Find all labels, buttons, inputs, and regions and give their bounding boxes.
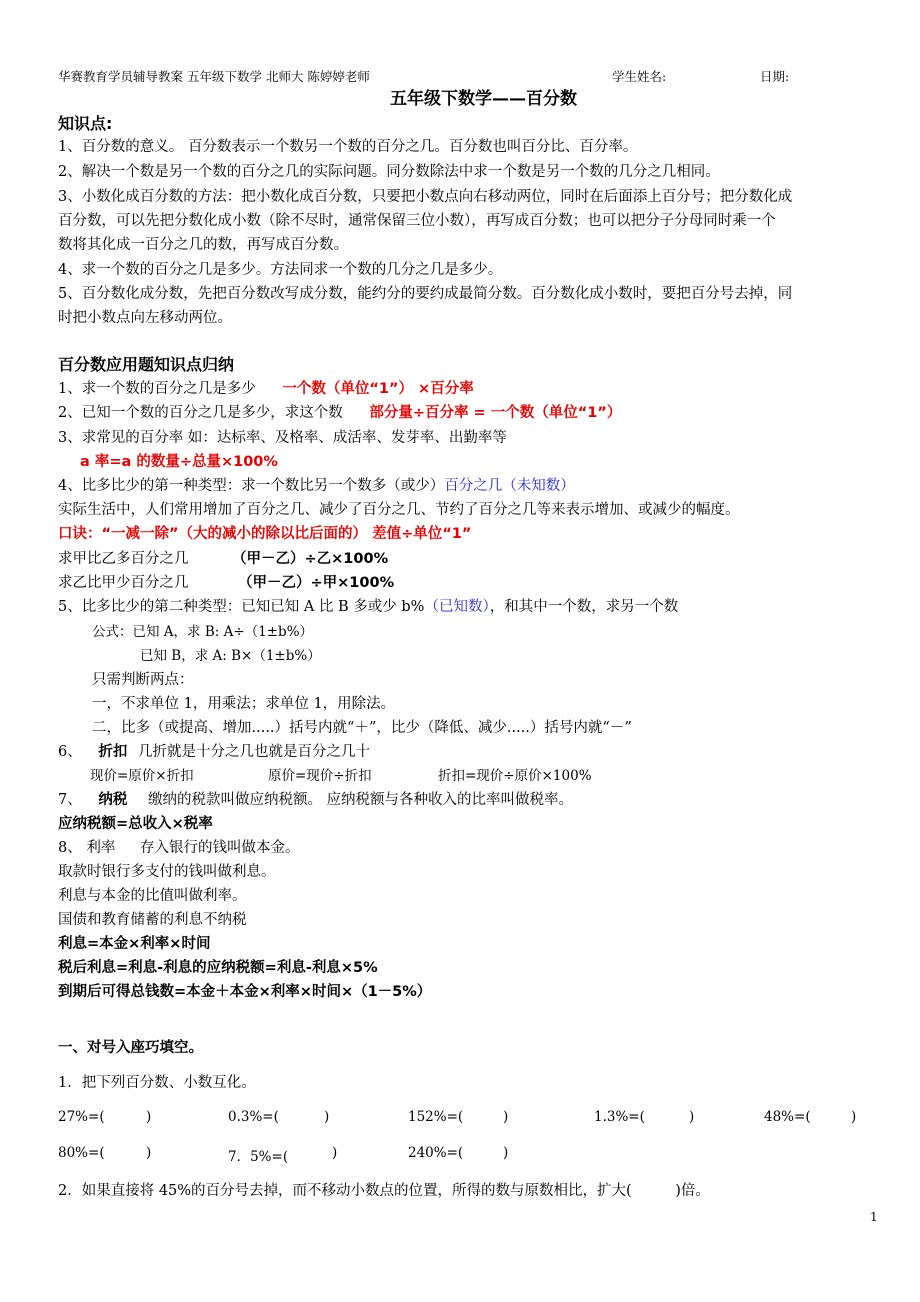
app-6-formula-2: 原价=现价÷折扣 (268, 768, 372, 784)
blank-27-percent: 27%=( (58, 1109, 105, 1125)
knowledge-point-3b: 百分数，可以先把分数化成小数（除不尽时，通常保留三位小数），再写成百分数；也可以把分子分母同时乘一个 (58, 213, 776, 229)
blank-7-5-percent: 7．5%=( (228, 1149, 289, 1165)
app-line-3: 3、求常见的百分率 如：达标率、及格率、成活率、发芽率、出勤率等 (58, 430, 507, 446)
knowledge-point-3c: 数将其化成一百分之几的数，再写成百分数。 (58, 237, 348, 253)
exercise-question-2: 2．如果直接将 45%的百分号去掉，而不移动小数点的位置，所得的数与原数相比，扩大( )倍。 (58, 1183, 710, 1199)
date-label: 日期: (760, 69, 790, 84)
blank-close: ) (332, 1145, 338, 1161)
app-8-line-4: 国债和教育储蓄的利息不纳税 (58, 912, 247, 928)
knowledge-point-1: 1、百分数的意义。 百分数表示一个数另一个数的百分之几。百分数也叫百分比、百分率。 (58, 139, 638, 155)
app-5-formula-2: 已知 B，求 A: B×（1±b%） (140, 648, 321, 664)
app-4-blue: 百分之几（未知数） (444, 478, 575, 494)
app-5-text-end: ，和其中一个数，求另一个数 (489, 599, 679, 615)
blank-close: ) (503, 1109, 509, 1125)
header-info: 华赛教育学员辅导教案 五年级下数学 北师大 陈婷婷老师 (58, 69, 370, 84)
app-5-text: 5、比多比少的第二种类型：已知已知 A 比 B 多或少 b% (58, 599, 425, 615)
app-line-2 (58, 403, 621, 423)
app-8-formula-1: 利息=本金×利率×时间 (58, 936, 211, 952)
app-8-line-3: 利息与本金的比值叫做利率。 (58, 888, 247, 904)
app-7-term: 纳税 (98, 792, 128, 808)
app-line-8 (58, 838, 299, 858)
app-5-note: 只需判断两点： (92, 672, 194, 688)
app-4a-label: 求甲比乙多百分之几 (58, 551, 189, 567)
app-8-text: 存入银行的钱叫做本金。 (139, 840, 300, 856)
app-4b-formula: （甲－乙）÷甲×100% (238, 575, 395, 591)
app-3-formula: a 率=a 的数量÷总量×100% (80, 454, 278, 470)
app-1-text: 1、求一个数的百分之几是多少 (58, 381, 256, 397)
blank-152-percent: 152%=( (408, 1109, 464, 1125)
app-5-blue: （已知数） (424, 599, 490, 615)
app-5-formula-1: 公式：已知 A，求 B: A÷（1±b%） (92, 624, 314, 640)
app-line-7 (58, 790, 573, 810)
applications-heading: 百分数应用题知识点归纳 (58, 355, 235, 374)
app-8-formula-3: 到期后可得总钱数=本金＋本金×利率×时间×（1－5%） (58, 984, 432, 1000)
app-8-formula-2: 税后利息=利息-利息的应纳税额=利息-利息×5% (58, 960, 378, 976)
app-4a-formula: （甲－乙）÷乙×100% (232, 551, 389, 567)
page-number: 1 (870, 1210, 878, 1224)
blank-close: ) (146, 1109, 152, 1125)
app-6-number: 6、 (58, 744, 82, 760)
app-6-formula-1: 现价=原价×折扣 (90, 768, 194, 784)
app-7-formula: 应纳税额=总收入×税率 (58, 816, 213, 832)
app-line-5 (58, 597, 678, 617)
app-2-text: 2、已知一个数的百分之几是多少，求这个数 (58, 405, 343, 421)
app-8-term: 8、 利率 (58, 840, 116, 856)
blank-0-3-percent: 0.3%=( (228, 1109, 279, 1125)
app-2-formula: 部分量÷百分率 = 一个数（单位“1”） (369, 405, 622, 421)
blank-close: ) (503, 1145, 509, 1161)
blank-close: ) (851, 1109, 857, 1125)
knowledge-point-3a: 3、小数化成百分数的方法：把小数化成百分数，只要把小数点向右移动两位，同时在后面添上百分号；把分数化成 (58, 189, 793, 205)
app-6-formula-3: 折扣=现价÷原价×100% (438, 768, 592, 784)
blank-close: ) (689, 1109, 695, 1125)
exercise-heading: 一、对号入座巧填空。 (58, 1040, 203, 1056)
knowledge-point-5a: 5、百分数化成分数，先把百分数改写成分数，能约分的要约成最简分数。百分数化成小数时，要把百分号去掉，同 (58, 286, 793, 302)
app-line-4 (58, 476, 575, 496)
blank-240-percent: 240%=( (408, 1145, 464, 1161)
app-line-6 (58, 742, 370, 762)
app-4-formula-b (58, 573, 395, 593)
blank-80-percent: 80%=( (58, 1145, 105, 1161)
app-line-1 (58, 379, 474, 399)
app-5-point-2: 二，比多（或提高、增加.....）括号内就“＋”，比少（降低、减少.....）括号内就“－” (92, 720, 632, 736)
app-4-description: 实际生活中，人们常用增加了百分之几、减少了百分之几、节约了百分之几等来表示增加、或减少的幅度。 (58, 502, 740, 518)
page-title: 五年级下数学——百分数 (390, 89, 577, 109)
app-4-formula-a (58, 549, 389, 569)
app-4b-label: 求乙比甲少百分之几 (58, 575, 189, 591)
app-6-term: 折扣 (98, 744, 128, 760)
app-5-point-1: 一，不求单位 1，用乘法；求单位 1，用除法。 (92, 696, 396, 712)
app-1-formula: 一个数（单位“1”） ×百分率 (282, 381, 474, 397)
app-6-text: 几折就是十分之几也就是百分之几十 (137, 744, 370, 760)
blank-1-3-percent: 1.3%=( (594, 1109, 645, 1125)
app-4-text: 4、比多比少的第一种类型：求一个数比另一个数多（或少） (58, 478, 445, 494)
app-7-text: 缴纳的税款叫做应纳税额。 应纳税额与各种收入的比率叫做税率。 (147, 792, 574, 808)
app-7-number: 7、 (58, 792, 82, 808)
knowledge-point-5b: 时把小数点向左移动两位。 (58, 310, 232, 326)
app-8-line-2: 取款时银行多支付的钱叫做利息。 (58, 864, 276, 880)
knowledge-heading: 知识点: (58, 114, 113, 133)
app-4-mnemonic: 口诀：“一减一除”（大的减小的除以比后面的） 差值÷单位“1” (58, 526, 472, 542)
knowledge-point-2: 2、解决一个数是另一个数的百分之几的实际问题。同分数除法中求一个数是另一个数的几分之几相同。 (58, 164, 720, 180)
blank-close: ) (146, 1145, 152, 1161)
knowledge-point-4: 4、求一个数的百分之几是多少。方法同求一个数的几分之几是多少。 (58, 262, 503, 278)
exercise-question-1: 1．把下列百分数、小数互化。 (58, 1075, 256, 1091)
blank-48-percent: 48%=( (764, 1109, 811, 1125)
blank-close: ) (324, 1109, 330, 1125)
student-name-label: 学生姓名: (612, 69, 667, 84)
